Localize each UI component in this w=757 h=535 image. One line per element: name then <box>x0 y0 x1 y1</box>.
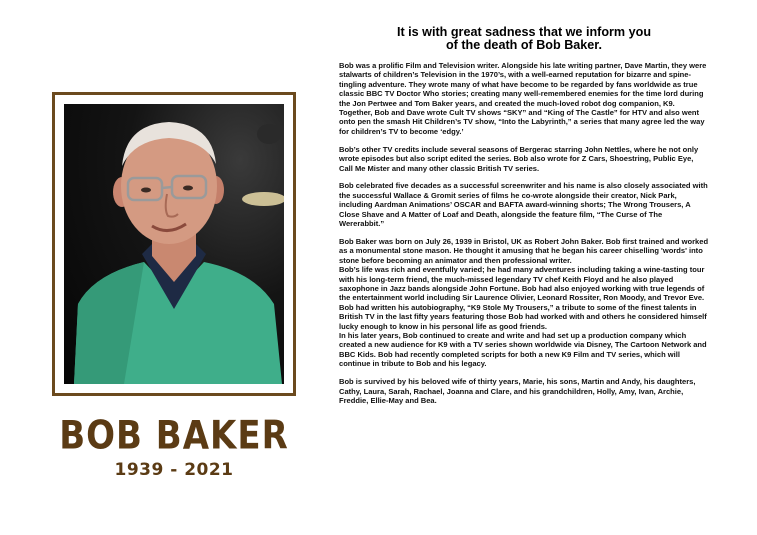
paragraph-biography <box>339 237 709 369</box>
paragraph-survived-by: Bob is survived by his beloved wife of thirty years, Marie, his sons, Martin and Andy, his daughters, Cathy, Laura, Sarah, Rachael, Joanna and Clare, and his grandchildren, Holly, Amy, Ivan, Archie, Freddie, Ellie-May and Bea. <box>339 377 696 405</box>
life-dates: 1939 - 2021 <box>114 460 234 480</box>
announcement-heading <box>339 26 709 52</box>
portrait-illustration <box>64 104 284 384</box>
heading-line-2: of the death of Bob Baker. <box>445 38 603 52</box>
bio-line-life: Bob’s life was rich and eventfully varied; he had many adventures including taking a wine-tasting tour with his long-term friend, the much-missed legendary TV chef Keith Floyd and he also played saxophone in Jazz bands alongside John Fortune. Bob had also enjoyed working with true legends of the entertainment world including Sir Laurence Olivier, Leonard Rossiter, Ron Moody, and Trevor Eve. <box>339 265 705 303</box>
announcement-text <box>339 26 709 405</box>
portrait-photo <box>64 104 284 384</box>
paragraph-tv-credits: Bob’s other TV credits include several seasons of Bergerac starring John Nettles, where he not only wrote episodes but also script edited the series. Bob also wrote for Z Cars, Shoestring, Public Eye, Call Me Mister and many other classic British TV series. <box>339 144 699 173</box>
bio-line-birth: Bob Baker was born on July 26, 1939 in Bristol, UK as Robert John Baker. Bob first trained and worked as a monumental stone mason. He thought it amusing that he began his career chiselling 'words' into stone before becoming an animator and then professional writer. <box>339 237 709 265</box>
paragraph-career: Bob was a prolific Film and Television writer. Alongside his late writing partner, Dave Martin, they were stalwarts of children’s Television in the 1970’s, with a well-earned reputation for bizarre and spine-tingling adventure. They wrote many of what have become to be regarded by fans worldwide as true classic BBC TV Doctor Who stories; creating many well-remembered enemies for the time lord during the Jon Pertwee and Tom Baker years, and created the much-loved robot dog companion, K9. Together, Bob and Dave wrote Cult TV shows “SKY” and “King of The Castle” for HTV and also went onto pen the smash Hit Children’s TV show, “Into the Labyrinth,” a series that many agree led the way for children’s TV to become ‘edgy.’ <box>339 61 707 136</box>
paragraph-wallace-gromit: Bob celebrated five decades as a successful screenwriter and his name is also closely associated with the successful Wallace & Gromit series of films he co-wrote alongside their creator, Nick Park, including Aardman Animations’ OSCAR and BAFTA award-winning shorts; The Wrong Trousers, A Close Shave and A Matter of Loaf and Death, alongside the feature film, “The Curse of The Wererabbit.” <box>339 181 708 229</box>
bio-line-later-years: In his later years, Bob continued to create and write and had set up a production company which created a new audience for K9 with a TV series shown worldwide via Disney, The Cartoon Network and BBC Kids. Bob had recently completed scripts for both a new K9 Film and TV series, which will continue in tribute to Bob and his legacy. <box>339 331 707 369</box>
deceased-name: BOB BAKER <box>59 413 289 459</box>
portrait-frame <box>52 92 296 396</box>
memorial-panel <box>0 0 320 535</box>
heading-line-1: It is with great sadness that we inform you <box>396 25 652 39</box>
bio-line-autobiography: Bob had written his autobiography, “K9 Stole My Trousers,” a tribute to some of the finest talents in British TV in the last fifty years featuring those Bob had worked with and others he considered himself lucky enough to know in his personal life as good friends. <box>339 302 707 331</box>
